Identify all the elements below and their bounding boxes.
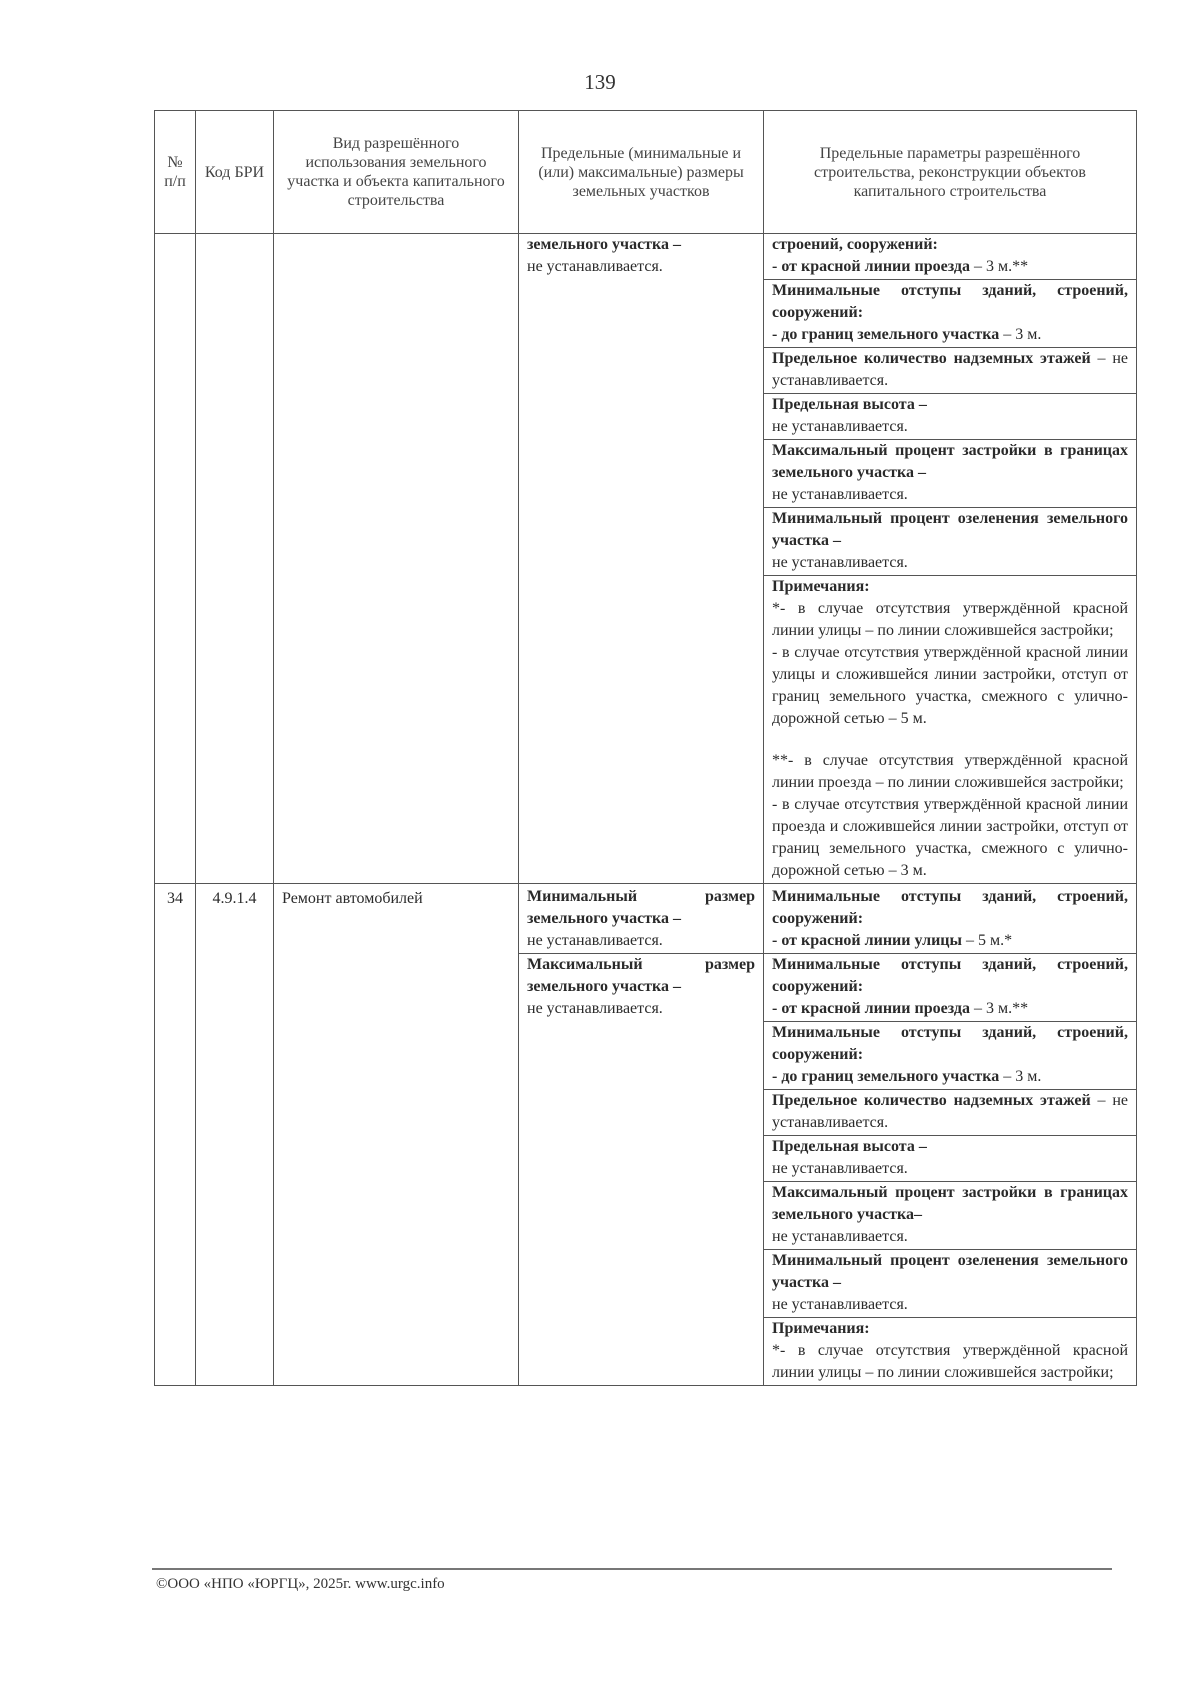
header-type: Вид разрешённого использования земельного участка и объекта капитального строительства bbox=[274, 111, 519, 234]
row-34-note-1: *- в случае отсутствия утверждённой красной линии улицы – по линии сложившейся застройки; bbox=[772, 1342, 1128, 1381]
note-4: - в случае отсутствия утверждённой красной линии проезда и сложившейся линии застройки, отступ от границ земельного участка, смежного с улично-дорожной сетью – 3 м. bbox=[772, 796, 1128, 879]
cont-plot-cell bbox=[519, 234, 764, 884]
cont-param-1: строений, сооружений: - от красной линии проезда – 3 м.** bbox=[772, 236, 1029, 275]
cont-param-3: Предельное количество надземных этажей – не устанавливается. bbox=[764, 347, 1136, 393]
row-34-param-3: Минимальные отступы зданий, строений, сооружений: - до границ земельного участка – 3 м. bbox=[764, 1021, 1136, 1089]
cont-code-cell bbox=[196, 234, 274, 884]
row-34-plot-min: Минимальный размер земельного участка – не устанавливается. bbox=[527, 888, 755, 949]
zoning-regulations-table bbox=[154, 110, 1137, 1386]
table-row-continued bbox=[155, 234, 1137, 884]
row-34-param-2: Минимальные отступы зданий, строений, сооружений: - от красной линии проезда – 3 м.** bbox=[764, 953, 1136, 1021]
row-34-plot-cell bbox=[519, 884, 764, 1386]
row-34-param-6: Максимальный процент застройки в границах земельного участка– не устанавливается. bbox=[764, 1181, 1136, 1249]
row-34-param-4: Предельное количество надземных этажей – не устанавливается. bbox=[764, 1089, 1136, 1135]
cont-param-4: Предельная высота – не устанавливается. bbox=[764, 393, 1136, 439]
cont-plot-block: земельного участка – не устанавливается. bbox=[527, 236, 682, 275]
row-34-param-1: Минимальные отступы зданий, строений, сооружений: - от красной линии улицы – 5 м.* bbox=[772, 888, 1128, 949]
row-34-num: 34 bbox=[155, 884, 196, 1386]
cont-type-cell bbox=[274, 234, 519, 884]
row-34-code: 4.9.1.4 bbox=[196, 884, 274, 1386]
footer-copyright: ©ООО «НПО «ЮРГЦ», 2025г. www.urgc.info bbox=[156, 1576, 445, 1592]
footer-rule bbox=[152, 1568, 1112, 1570]
row-34-param-5: Предельная высота – не устанавливается. bbox=[764, 1135, 1136, 1181]
page-number: 139 bbox=[584, 70, 616, 94]
note-1: *- в случае отсутствия утверждённой красной линии улицы – по линии сложившейся застройки; bbox=[772, 600, 1128, 639]
header-code: Код БРИ bbox=[196, 111, 274, 234]
cont-param-2: Минимальные отступы зданий, строений, сооружений: - до границ земельного участка – 3 м. bbox=[764, 279, 1136, 347]
row-34-plot-max: Максимальный размер земельного участка – не устанавливается. bbox=[519, 953, 763, 1021]
note-3: **- в случае отсутствия утверждённой красной линии проезда – по линии сложившейся застройки; bbox=[772, 752, 1128, 791]
table-header-row bbox=[155, 111, 1137, 234]
row-34-notes: Примечания: *- в случае отсутствия утверждённой красной линии улицы – по линии сложившейся застройки; bbox=[764, 1317, 1136, 1385]
cont-num-cell bbox=[155, 234, 196, 884]
header-plot-size: Предельные (минимальные и (или) максимальные) размеры земельных участков bbox=[519, 111, 764, 234]
cont-param-5: Максимальный процент застройки в границах земельного участка – не устанавливается. bbox=[764, 439, 1136, 507]
cont-notes: Примечания: *- в случае отсутствия утверждённой красной линии улицы – по линии сложившейся застройки; - в случае отсутствия утверждённой красной линии улицы и сложившейся линии застройки, отступ от границ земельного участка, смежного с улично-дорожной сетью – 5 м. **- в случае отсутствия утверждённой красной линии проезда – по линии сложившейся застройки; - в случае отсутствия утверждённой красной линии проезда и сложившейся линии застройки, отступ от границ земельного участка, смежного с улично-дорожной сетью – 3 м. bbox=[764, 575, 1136, 883]
header-params: Предельные параметры разрешённого строительства, реконструкции объектов капитального строительства bbox=[764, 111, 1137, 234]
header-num: № п/п bbox=[155, 111, 196, 234]
row-34-param-7: Минимальный процент озеленения земельного участка – не устанавливается. bbox=[764, 1249, 1136, 1317]
table-row-34 bbox=[155, 884, 1137, 1386]
note-2: - в случае отсутствия утверждённой красной линии улицы и сложившейся линии застройки, отступ от границ земельного участка, смежного с улично-дорожной сетью – 5 м. bbox=[772, 644, 1128, 727]
row-34-type: Ремонт автомобилей bbox=[274, 884, 519, 1386]
cont-param-6: Минимальный процент озеленения земельного участка – не устанавливается. bbox=[764, 507, 1136, 575]
cont-params-cell bbox=[764, 234, 1137, 884]
row-34-params-cell bbox=[764, 884, 1137, 1386]
